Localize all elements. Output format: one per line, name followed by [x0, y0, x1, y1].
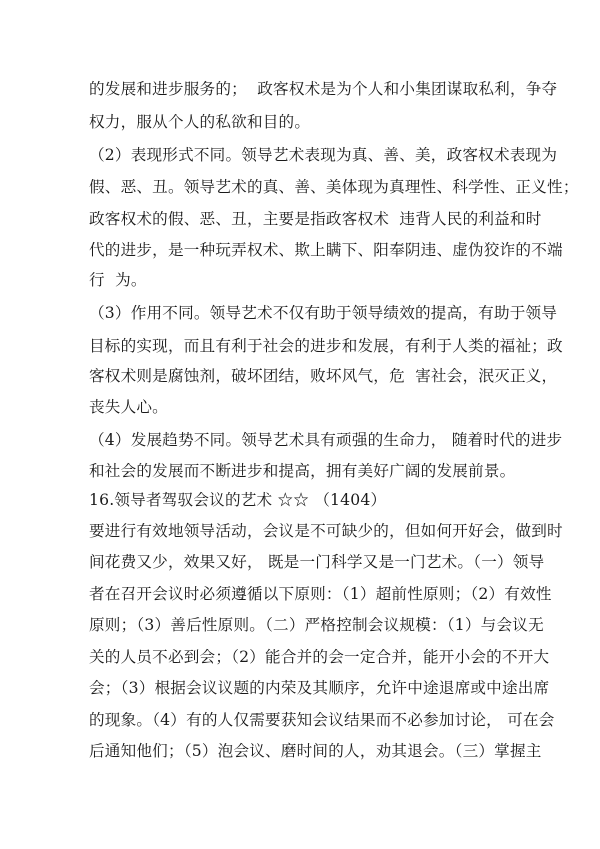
text-line: 会；（3）根据会议议题的内荣及其顺序，允许中途退席或中途出席: [89, 679, 550, 697]
text-line: 者在召开会议时必须遵循以下原则：（1）超前性原则；（2）有效性: [89, 585, 552, 603]
text-line: 客权术则是腐蚀剂，破坏团结，败坏风气，危 害社会，泯灭正义，: [89, 367, 558, 385]
text-line: 假、恶、丑。领导艺术的真、善、美体现为真理性、科学性、正义性；: [89, 178, 579, 196]
text-line: 间花费又少，效果又好， 既是一门科学又是一门艺术。（一）领导: [89, 553, 545, 571]
text-line: 行 为。: [89, 271, 147, 289]
section-heading: 16.领导者驾驭会议的艺术 ☆☆ （1404）: [89, 491, 387, 509]
text-line: 原则；（3）善后性原则。（二）严格控制会议规模：（1）与会议无: [89, 616, 544, 634]
text-line: 和社会的发展而不断进步和提高，拥有美好广阔的发展前景。: [89, 462, 516, 480]
text-line: 权力，服从个人的私欲和目的。: [89, 113, 311, 131]
text-line: 的发展和进步服务的； 政客权术是为个人和小集团谋取私利，争夺: [89, 80, 558, 98]
text-line: 的现象。（4）有的人仅需要获知会议结果而不必参加讨论， 可在会: [89, 711, 555, 729]
text-line: （3）作用不同。领导艺术不仅有助于领导绩效的提高，有助于领导: [89, 304, 558, 322]
text-line: （4）发展趋势不同。领导艺术具有顽强的生命力， 随着时代的进步: [89, 431, 563, 449]
text-line: 要进行有效地领导活动，会议是不可缺少的，但如何开好会，做到时: [89, 522, 563, 540]
text-line: 目标的实现，而且有利于社会的进步和发展，有利于人类的福祉；政: [89, 337, 563, 355]
text-line: 代的进步，是一种玩弄权术、欺上瞒下、阳奉阴违、虚伪狡诈的不端: [89, 241, 563, 259]
text-line: 关的人员不必到会；（2）能合并的会一定合并，能开小会的不开大: [89, 648, 550, 666]
text-line: 后通知他们；（5）泡会议、磨时间的人，劝其退会。（三）掌握主: [89, 742, 542, 760]
text-line: （2）表现形式不同。领导艺术表现为真、善、美，政客权术表现为: [89, 146, 558, 164]
text-line: 丧失人心。: [89, 398, 168, 416]
text-line: 政客权术的假、恶、丑，主要是指政客权术 违背人民的利益和时: [89, 210, 542, 228]
